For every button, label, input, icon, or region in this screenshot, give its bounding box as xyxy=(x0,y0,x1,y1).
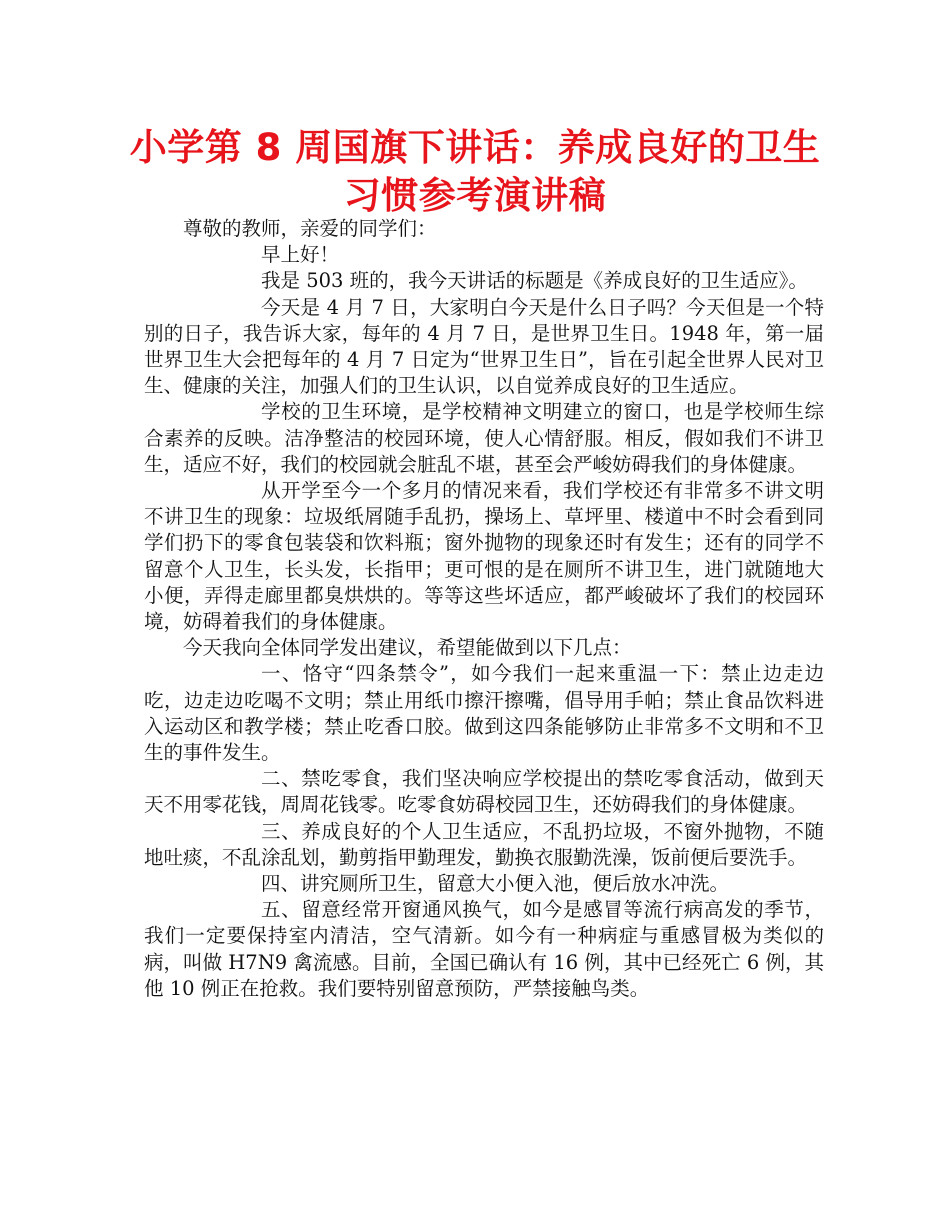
point-two-paragraph: 二、禁吃零食，我们坚决响应学校提出的禁吃零食活动，做到天天不用零花钱，周周花钱零。吃零食妨碍校园卫生，还妨碍我们的身体健康。 xyxy=(144,767,824,817)
salutation-paragraph: 尊敬的教师，亲爱的同学们： xyxy=(183,217,437,240)
point-three-paragraph: 三、养成良好的个人卫生适应，不乱扔垃圾，不窗外抛物，不随地吐痰，不乱涂乱划，勤剪指甲勤理发，勤换衣服勤洗澡，饭前便后要洗手。 xyxy=(144,819,824,869)
point-five-paragraph: 五、留意经常开窗通风换气，如今是感冒等流行病高发的季节，我们一定要保持室内清洁，空气清新。如今有一种病症与重感冒极为类似的病，叫做 H7N9 禽流感。目前，全国已确认有 16 例，其中已经死亡 6 例，其他 10 例正在抢救。我们要特别留意预防，严禁接触鸟类。 xyxy=(144,898,824,1000)
school-environment-paragraph: 学校的卫生环境，是学校精神文明建立的窗口，也是学校师生综合素养的反映。洁净整洁的校园环境，使人心情舒服。相反，假如我们不讲卫生，适应不好，我们的校园就会脏乱不堪，甚至会严峻妨碍我们的身体健康。 xyxy=(144,400,824,476)
world-health-day-paragraph: 今天是 4 月 7 日，大家明白今天是什么日子吗？今天但是一个特别的日子，我告诉大家，每年的 4 月 7 日，是世界卫生日。1948 年，第一届世界卫生大会把每年的 4 月 7 日定为“世界卫生日”，旨在引起全世界人民对卫生、健康的关注，加强人们的卫生认识，以自觉养成良好的卫生适应。 xyxy=(144,295,824,398)
document-title xyxy=(100,124,850,220)
bad-habits-paragraph: 从开学至今一个多月的情况来看，我们学校还有非常多不讲文明不讲卫生的现象：垃圾纸屑随手乱扔，操场上、草坪里、楼道中不时会看到同学们扔下的零食包装袋和饮料瓶；窗外抛物的现象还时有发生；还有的同学不留意个人卫生，长头发，长指甲；更可恨的是在厕所不讲卫生，进门就随地大小便，弄得走廊里都臭烘烘的。等等这些坏适应，都严峻破坏了我们的校园环境，妨碍着我们的身体健康。 xyxy=(144,479,824,634)
point-one-paragraph: 一、恪守“四条禁令”，如今我们一起来重温一下：禁止边走边吃，边走边吃喝不文明；禁止用纸巾擦汗擦嘴，倡导用手帕；禁止食品饮料进入运动区和教学楼；禁止吃香口胶。做到这四条能够防止非常多不文明和不卫生的事件发生。 xyxy=(144,662,824,765)
title-line-1: 小学第 8 周国旗下讲话：养成良好的卫生 xyxy=(129,126,821,169)
point-four-paragraph: 四、讲究厕所卫生，留意大小便入池，便后放水冲洗。 xyxy=(261,872,730,896)
proposal-paragraph: 今天我向全体同学发出建议，希望能做到以下几点： xyxy=(183,636,632,660)
document-body xyxy=(144,216,824,1002)
title-line-2: 习惯参考演讲稿 xyxy=(343,174,607,217)
greeting-paragraph: 早上好！ xyxy=(261,243,340,267)
intro-paragraph: 我是 503 班的，我今天讲话的标题是《养成良好的卫生适应》。 xyxy=(261,269,808,293)
